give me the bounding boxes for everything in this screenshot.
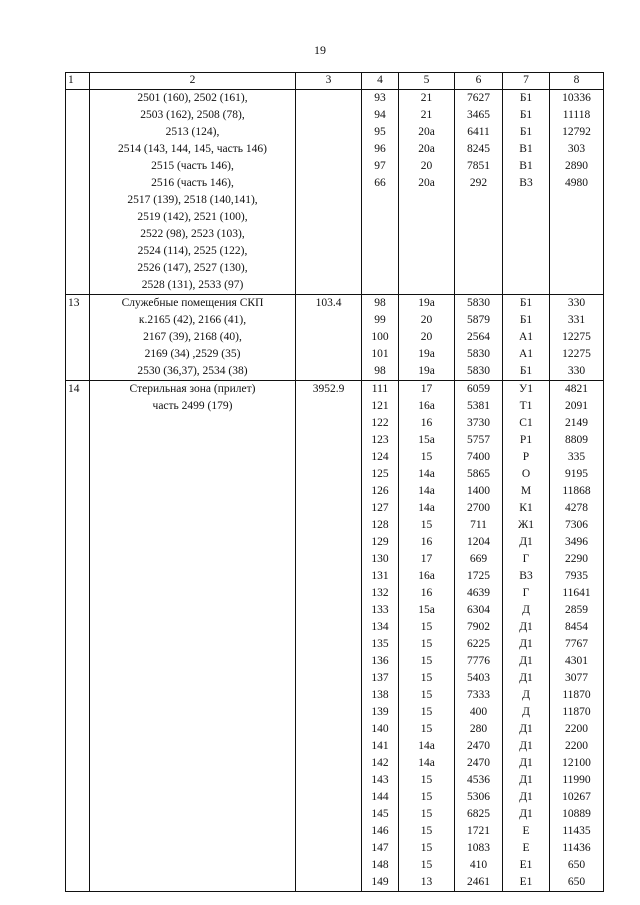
sub-value: Е: [522, 825, 530, 837]
sub-value: 126: [371, 485, 389, 497]
sub-value: 127: [371, 502, 389, 514]
sub-col-4: [362, 295, 399, 381]
sub-value: 6304: [467, 604, 490, 616]
sub-value: Д: [522, 604, 530, 616]
column-header: 4: [362, 73, 399, 90]
sub-value: 19а: [418, 365, 435, 377]
sub-value: 2890: [565, 160, 588, 172]
sub-value: 2470: [467, 740, 490, 752]
sub-value: 94: [374, 109, 386, 121]
sub-value: Д1: [519, 672, 533, 684]
sub-value: 95: [374, 126, 386, 138]
sub-value: 2200: [565, 723, 588, 735]
sub-value: 16: [420, 587, 433, 599]
sub-value: 2091: [565, 400, 588, 412]
sub-value: 134: [371, 621, 389, 633]
sub-col-7: [503, 90, 550, 295]
sub-value: 14а: [418, 485, 435, 497]
sub-value: 11641: [562, 587, 591, 599]
sub-value: 20а: [418, 177, 435, 189]
sub-value: 16а: [418, 570, 435, 582]
sub-value: 11990: [562, 774, 591, 786]
sub-value: Е1: [519, 859, 533, 871]
sub-value: 3465: [467, 109, 490, 121]
sub-value: 15: [420, 638, 433, 650]
sub-value: 10267: [562, 791, 591, 803]
sub-value: Б1: [519, 365, 533, 377]
sub-value: 15: [420, 689, 433, 701]
page-number: 19: [314, 43, 326, 57]
sub-value: 16а: [418, 400, 435, 412]
sub-value: 1204: [467, 536, 490, 548]
sub-value: 7306: [565, 519, 588, 531]
sub-value: 292: [469, 177, 488, 189]
sub-value: 330: [567, 297, 586, 309]
sub-value: 147: [371, 842, 389, 854]
description-line: 2513 (124),: [165, 126, 220, 138]
sub-col-6: [455, 381, 503, 892]
sub-col-4: [362, 90, 399, 295]
sub-value: 99: [374, 314, 386, 326]
sub-value: Д: [522, 706, 530, 718]
sub-value: 128: [371, 519, 389, 531]
sub-value: Б1: [519, 126, 533, 138]
sub-value: Р: [522, 451, 530, 463]
description-line: 2522 (98), 2523 (103),: [140, 228, 245, 240]
sub-value: 15: [420, 808, 433, 820]
sub-value: 140: [371, 723, 389, 735]
sub-value: 96: [374, 143, 386, 155]
sub-value: 5830: [467, 348, 490, 360]
sub-value: 15: [420, 723, 433, 735]
table-row: [66, 381, 604, 892]
description-line: Стерильная зона (прилет): [129, 383, 256, 395]
sub-value: 1725: [467, 570, 490, 582]
description-line: Служебные помещения СКП: [121, 297, 264, 309]
sub-value: 15: [420, 791, 433, 803]
sub-value: 12792: [562, 126, 591, 138]
row-number: 13: [66, 295, 90, 381]
sub-value: 16: [420, 417, 433, 429]
sub-value: 6059: [467, 383, 490, 395]
sub-value: 7776: [467, 655, 490, 667]
description-line: 2530 (36,37), 2534 (38): [137, 365, 248, 377]
sub-value: М: [520, 485, 532, 497]
description-line: 2528 (131), 2533 (97): [141, 279, 244, 291]
sub-value: 5381: [467, 400, 490, 412]
sub-col-6: [455, 295, 503, 381]
sub-value: 122: [371, 417, 389, 429]
sub-value: Д1: [519, 757, 533, 769]
sub-value: 15: [420, 655, 433, 667]
sub-value: 3496: [565, 536, 588, 548]
sub-value: Б1: [519, 314, 533, 326]
sub-value: 15: [420, 621, 433, 633]
sub-value: А1: [518, 348, 534, 360]
table-row: [66, 295, 604, 381]
sub-value: 66: [374, 177, 386, 189]
sub-value: 11435: [562, 825, 591, 837]
sub-value: 14а: [418, 468, 435, 480]
sub-value: 20а: [418, 126, 435, 138]
row-area: 3952.9: [296, 381, 362, 892]
sub-value: У1: [519, 383, 533, 395]
sub-value: 139: [371, 706, 389, 718]
sub-value: 4821: [565, 383, 588, 395]
sub-value: 20а: [418, 143, 435, 155]
sub-value: 111: [371, 383, 389, 395]
sub-value: 20: [420, 160, 433, 172]
sub-value: 7851: [467, 160, 490, 172]
column-header: 8: [550, 73, 604, 90]
sub-col-4: [362, 381, 399, 892]
sub-value: 1721: [467, 825, 490, 837]
sub-value: 15: [420, 842, 433, 854]
sub-value: 12100: [562, 757, 591, 769]
sub-value: 135: [371, 638, 389, 650]
sub-value: 4536: [467, 774, 490, 786]
sub-value: Е1: [519, 876, 533, 888]
description-line: 2503 (162), 2508 (78),: [140, 109, 245, 121]
sub-value: 125: [371, 468, 389, 480]
description-line: 2526 (147), 2527 (130),: [137, 262, 248, 274]
sub-value: Ж1: [517, 519, 535, 531]
description-line: 2501 (160), 2502 (161),: [137, 92, 248, 104]
sub-value: Д1: [519, 774, 533, 786]
sub-value: 14а: [418, 502, 435, 514]
sub-value: Р1: [519, 434, 533, 446]
sub-value: 6225: [467, 638, 490, 650]
sub-value: 7400: [467, 451, 490, 463]
sub-value: 133: [371, 604, 389, 616]
sub-value: 669: [469, 553, 488, 565]
sub-value: 146: [371, 825, 389, 837]
sub-value: 7627: [467, 92, 490, 104]
sub-value: 15а: [418, 434, 435, 446]
sub-value: Т1: [519, 400, 533, 412]
sub-value: 14а: [418, 757, 435, 769]
sub-value: 142: [371, 757, 389, 769]
sub-value: 3730: [467, 417, 490, 429]
sub-value: 15: [420, 706, 433, 718]
sub-value: В1: [519, 160, 533, 172]
sub-value: 97: [374, 160, 386, 172]
description-line: 2517 (139), 2518 (140,141),: [127, 194, 258, 206]
sub-value: 129: [371, 536, 389, 548]
column-header: 3: [296, 73, 362, 90]
sub-value: Д1: [519, 621, 533, 633]
sub-value: 98: [374, 365, 386, 377]
sub-col-8: [550, 90, 604, 295]
sub-value: 330: [567, 365, 586, 377]
row-description: [90, 295, 296, 381]
sub-col-8: [550, 295, 604, 381]
sub-value: 101: [371, 348, 389, 360]
row-description: [90, 381, 296, 892]
sub-col-5: [399, 295, 455, 381]
sub-value: 280: [469, 723, 488, 735]
sub-value: В1: [519, 143, 533, 155]
sub-value: 4278: [565, 502, 588, 514]
sub-value: 11870: [562, 706, 591, 718]
sub-value: 8454: [565, 621, 588, 633]
description-line: часть 2499 (179): [152, 400, 233, 412]
sub-value: 303: [567, 143, 586, 155]
sub-value: 7333: [467, 689, 490, 701]
sub-value: 13: [420, 876, 433, 888]
sub-value: 1083: [467, 842, 490, 854]
sub-value: 711: [470, 519, 487, 531]
sub-value: 10336: [562, 92, 591, 104]
sub-value: 12275: [562, 348, 591, 360]
sub-value: 4980: [565, 177, 588, 189]
sub-value: 2700: [467, 502, 490, 514]
sub-value: 1400: [467, 485, 490, 497]
sub-value: Е: [522, 842, 530, 854]
sub-value: О: [521, 468, 531, 480]
sub-value: 11870: [562, 689, 591, 701]
sub-value: К1: [519, 502, 533, 514]
sub-value: Д1: [519, 791, 533, 803]
sub-value: 2461: [467, 876, 490, 888]
sub-value: 19а: [418, 297, 435, 309]
description-line: 2514 (143, 144, 145, часть 146): [118, 143, 267, 155]
sub-value: 7767: [565, 638, 588, 650]
sub-value: 19а: [418, 348, 435, 360]
description-line: 2524 (114), 2525 (122),: [137, 245, 248, 257]
row-area: 103.4: [296, 295, 362, 381]
description-line: 2519 (142), 2521 (100),: [137, 211, 248, 223]
sub-value: 10889: [562, 808, 591, 820]
sub-value: 4639: [467, 587, 490, 599]
sub-value: Б1: [519, 297, 533, 309]
sub-value: А1: [518, 331, 534, 343]
sub-value: Д1: [519, 740, 533, 752]
sub-value: 400: [469, 706, 488, 718]
sub-value: 2564: [467, 331, 490, 343]
description-line: 2516 (часть 146),: [151, 177, 234, 189]
sub-value: 131: [371, 570, 389, 582]
sub-value: 149: [371, 876, 389, 888]
sub-value: 335: [567, 451, 586, 463]
sub-value: Д1: [519, 655, 533, 667]
sub-value: 15: [420, 672, 433, 684]
sub-value: 11436: [562, 842, 591, 854]
sub-col-5: [399, 381, 455, 892]
row-area: [296, 90, 362, 295]
sub-value: 5830: [467, 365, 490, 377]
column-header: 7: [503, 73, 550, 90]
sub-value: 2200: [565, 740, 588, 752]
sub-value: 143: [371, 774, 389, 786]
description-line: 2167 (39), 2168 (40),: [143, 331, 242, 343]
sub-value: 8809: [565, 434, 588, 446]
sub-value: 21: [420, 92, 433, 104]
sub-value: 2859: [565, 604, 588, 616]
sub-value: 5830: [467, 297, 490, 309]
sub-value: 141: [371, 740, 389, 752]
sub-value: 136: [371, 655, 389, 667]
sub-value: В3: [519, 570, 533, 582]
sub-value: 121: [371, 400, 389, 412]
sub-value: 15: [420, 859, 433, 871]
sub-value: 14а: [418, 740, 435, 752]
sub-value: 410: [469, 859, 488, 871]
sub-value: 3077: [565, 672, 588, 684]
sub-value: 331: [567, 314, 586, 326]
sub-value: 21: [420, 109, 433, 121]
sub-value: Д: [522, 689, 530, 701]
column-header: 6: [455, 73, 503, 90]
sub-value: 130: [371, 553, 389, 565]
sub-value: Д1: [519, 723, 533, 735]
sub-value: 5403: [467, 672, 490, 684]
sub-value: Д1: [519, 808, 533, 820]
sub-value: 650: [567, 876, 586, 888]
sub-value: 98: [374, 297, 386, 309]
sub-value: 93: [374, 92, 386, 104]
header-row: [66, 73, 604, 90]
sub-value: 2290: [565, 553, 588, 565]
sub-value: 12275: [562, 331, 591, 343]
data-table: [65, 72, 604, 892]
description-line: 2169 (34) ,2529 (35): [144, 348, 241, 360]
sub-value: 6825: [467, 808, 490, 820]
sub-value: 11118: [562, 109, 591, 121]
sub-value: 9195: [565, 468, 588, 480]
table-row: [66, 90, 604, 295]
sub-value: Д1: [519, 536, 533, 548]
sub-value: 650: [567, 859, 586, 871]
sub-value: 2470: [467, 757, 490, 769]
sub-value: 7902: [467, 621, 490, 633]
sub-value: 7935: [565, 570, 588, 582]
row-description: [90, 90, 296, 295]
column-header: 2: [90, 73, 296, 90]
sub-value: 132: [371, 587, 389, 599]
sub-value: 15: [420, 825, 433, 837]
sub-value: 20: [420, 314, 433, 326]
sub-value: Б1: [519, 109, 533, 121]
sub-value: 4301: [565, 655, 588, 667]
sub-value: В3: [519, 177, 533, 189]
sub-value: 20: [420, 331, 433, 343]
sub-value: 15а: [418, 604, 435, 616]
sub-value: 15: [420, 451, 433, 463]
sub-col-6: [455, 90, 503, 295]
sub-value: Б1: [519, 92, 533, 104]
sub-value: Г: [522, 553, 530, 565]
sub-value: 5879: [467, 314, 490, 326]
sub-value: 5757: [467, 434, 490, 446]
sub-value: 123: [371, 434, 389, 446]
description-line: 2515 (часть 146),: [151, 160, 234, 172]
sub-value: 2149: [565, 417, 588, 429]
sub-value: 17: [420, 553, 433, 565]
sub-value: 6411: [467, 126, 490, 138]
sub-value: 15: [420, 774, 433, 786]
sub-value: 5865: [467, 468, 490, 480]
sub-value: 144: [371, 791, 389, 803]
sub-value: 11868: [562, 485, 591, 497]
sub-value: 5306: [467, 791, 490, 803]
column-header: 5: [399, 73, 455, 90]
sub-value: 15: [420, 519, 433, 531]
sub-value: 137: [371, 672, 389, 684]
row-number: [66, 90, 90, 295]
sub-value: 145: [371, 808, 389, 820]
sub-value: Г: [522, 587, 530, 599]
sub-value: 100: [371, 331, 389, 343]
sub-value: С1: [519, 417, 533, 429]
sub-col-7: [503, 381, 550, 892]
sub-value: Д1: [519, 638, 533, 650]
sub-value: 124: [371, 451, 389, 463]
description-line: к.2165 (42), 2166 (41),: [138, 314, 247, 326]
sub-col-5: [399, 90, 455, 295]
sub-value: 138: [371, 689, 389, 701]
sub-value: 16: [420, 536, 433, 548]
row-number: 14: [66, 381, 90, 892]
sub-col-8: [550, 381, 604, 892]
sub-value: 148: [371, 859, 389, 871]
sub-value: 17: [420, 383, 433, 395]
column-header: 1: [66, 73, 90, 90]
sub-value: 8245: [467, 143, 490, 155]
sub-col-7: [503, 295, 550, 381]
